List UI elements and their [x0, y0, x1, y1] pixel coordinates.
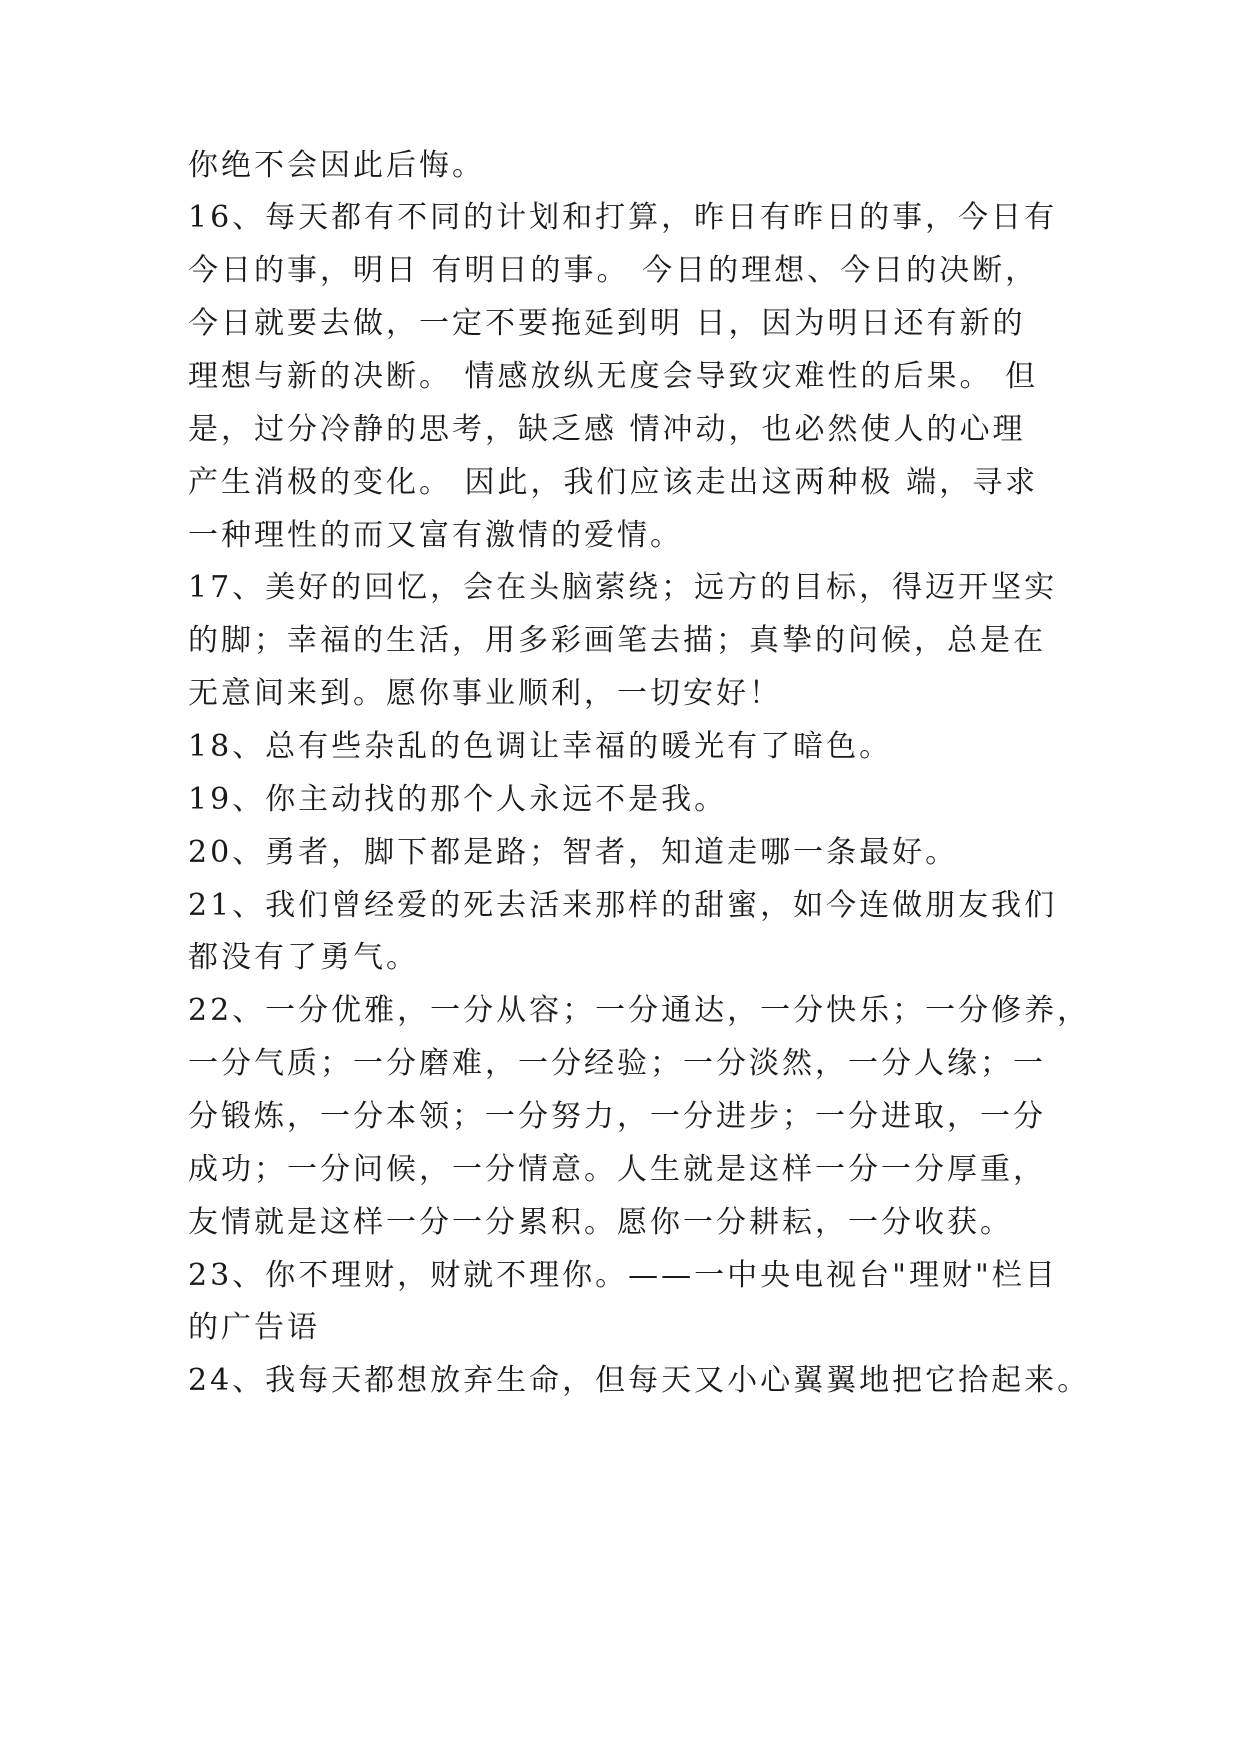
text-line: 23、你不理财，财就不理你。——一中央电视台"理财"栏目 [188, 1258, 1058, 1293]
text-line: 今日的事，明日 有明日的事。 今日的理想、今日的决断， [188, 253, 1039, 288]
text-line: 18、总有些杂乱的色调让幸福的暖光有了暗色。 [188, 729, 893, 764]
text-line: 理想与新的决断。 情感放纵无度会导致灾难性的后果。 但 [188, 359, 1039, 394]
text-line: 22、一分优雅，一分从容；一分通达，一分快乐；一分修养， [188, 993, 1091, 1028]
text-line: 17、美好的回忆，会在头脑萦绕；远方的目标，得迈开坚实 [188, 570, 1058, 605]
text-line: 一分气质；一分磨难，一分经验；一分淡然，一分人缘；一 [188, 1046, 1046, 1081]
text-line: 19、你主动找的那个人永远不是我。 [188, 782, 728, 817]
text-line: 一种理性的而又富有激情的爱情。 [188, 518, 683, 553]
text-line: 友情就是这样一分一分累积。愿你一分耕耘，一分收获。 [188, 1205, 1013, 1240]
text-line: 16、每天都有不同的计划和打算，昨日有昨日的事，今日有 [188, 200, 1058, 235]
text-line: 20、勇者，脚下都是路；智者，知道走哪一条最好。 [188, 835, 959, 870]
text-line: 的脚；幸福的生活，用多彩画笔去描；真挚的问候，总是在 [188, 623, 1046, 658]
text-line: 分锻炼，一分本领；一分努力，一分进步；一分进取，一分 [188, 1099, 1046, 1134]
text-line: 今日就要去做，一定不要拖延到明 日，因为明日还有新的 [188, 306, 1026, 341]
text-line: 无意间来到。愿你事业顺利，一切安好！ [188, 676, 782, 711]
text-line: 你绝不会因此后悔。 [188, 148, 485, 183]
text-line: 产生消极的变化。 因此，我们应该走出这两种极 端，寻求 [188, 465, 1039, 500]
text-line: 成功；一分问候，一分情意。人生就是这样一分一分厚重， [188, 1152, 1046, 1187]
text-line: 24、我每天都想放弃生命，但每天又小心翼翼地把它拾起来。 [188, 1363, 1091, 1398]
text-line: 是，过分冷静的思考，缺乏感 情冲动，也必然使人的心理 [188, 412, 1026, 447]
text-line: 都没有了勇气。 [188, 940, 419, 975]
text-line: 的广告语 [188, 1310, 320, 1345]
text-line: 21、我们曾经爱的死去活来那样的甜蜜，如今连做朋友我们 [188, 888, 1058, 923]
